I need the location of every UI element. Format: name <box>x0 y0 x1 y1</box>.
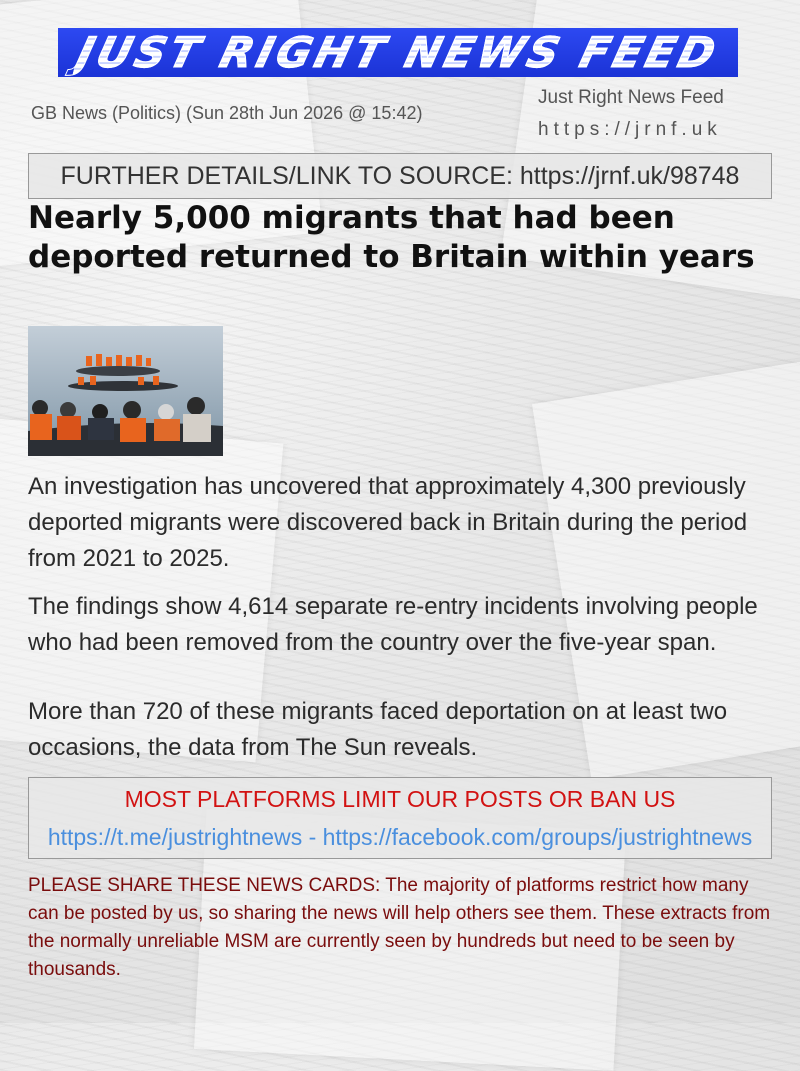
migrant-boat-photo-icon <box>28 326 223 456</box>
source-link-text[interactable]: FURTHER DETAILS/LINK TO SOURCE: https://jrnf.uk/98748 <box>60 161 740 190</box>
source-dateline: GB News (Politics) (Sun 28th Jun 2026 @ 15:42) <box>31 103 423 123</box>
article-paragraph: The findings show 4,614 separate re-entry incidents involving people who had been removed from the country over the five-year span. <box>28 593 758 656</box>
brand-name: Just Right News Feed <box>538 87 724 108</box>
masthead-banner <box>58 28 738 77</box>
article-paragraph: More than 720 of these migrants faced deportation on at least two occasions, the data from The Sun reveals. <box>28 698 728 761</box>
masthead-title: JUST RIGHT NEWS FEED <box>71 28 725 77</box>
article-paragraph: An investigation has uncovered that approximately 4,300 previously deported migrants were discovered back in Britain during the period from 2021 to 2025. <box>28 473 748 572</box>
social-links[interactable]: https://t.me/justrightnews - https://facebook.com/groups/justrightnews <box>47 824 753 850</box>
source-link-box[interactable] <box>28 153 772 199</box>
brand-url[interactable]: https://jrnf.uk <box>538 119 722 140</box>
share-request-note: PLEASE SHARE THESE NEWS CARDS: The majority of platforms restrict how many can be posted by us, so sharing the news will help others see them. These extracts from the normally unreliable MSM are currently seen by hundreds but need to be seen by thousands. <box>28 875 771 980</box>
article-photo <box>28 326 223 456</box>
platform-warning-box <box>28 777 772 859</box>
platform-warning-text: MOST PLATFORMS LIMIT OUR POSTS OR BAN US <box>124 786 676 812</box>
article-headline: Nearly 5,000 migrants that had been deported returned to Britain within years <box>28 200 755 275</box>
